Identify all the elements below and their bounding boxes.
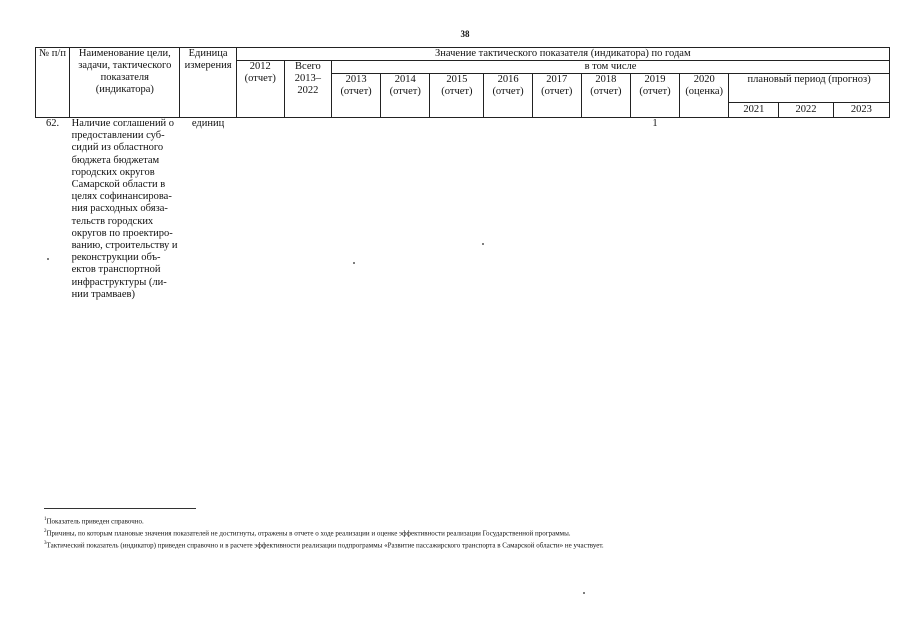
header-year-2014: 2014 (отчет) (381, 74, 430, 118)
header-year-2017: 2017 (отчет) (532, 74, 581, 118)
footnote-mark: 2 (44, 528, 47, 534)
row-value-2013 (331, 118, 380, 309)
footnote-2 (44, 527, 864, 539)
row-unit: единиц (191, 118, 225, 129)
footnote-mark: 1 (44, 517, 47, 522)
header-values-group: Значение тактического показателя (индикатора) по годам (236, 48, 889, 61)
header-year-2023: 2023 (833, 103, 889, 118)
footnote-text: Тактический показатель (индикатор) приведен справочно и в расчете эффективности реализации подпрограммы «Развитие пассажирского транспорта в Самарской области» не участвует. (46, 540, 604, 549)
header-including: в том числе (331, 61, 889, 74)
row-num: 62. (45, 118, 60, 129)
footnote-separator (44, 508, 196, 509)
header-year-2013: 2013 (отчет) (331, 74, 380, 118)
footnote-3 (44, 539, 864, 551)
row-value-total (284, 118, 331, 309)
header-total: Всего 2013–2022 (284, 61, 331, 118)
page-number: 38 (460, 29, 470, 39)
scan-speck (353, 262, 355, 264)
header-year-2018: 2018 (отчет) (581, 74, 630, 118)
footnote-text: Показатель приведен справочно. (46, 517, 144, 526)
scan-speck (583, 592, 585, 594)
row-value-2017 (532, 118, 581, 309)
header-year-2015: 2015 (отчет) (430, 74, 484, 118)
row-value-2015 (430, 118, 484, 309)
header-year-2012: 2012 (отчет) (236, 61, 284, 118)
header-year-2016: 2016 (отчет) (484, 74, 532, 118)
row-value-2016 (484, 118, 532, 309)
header-year-2021: 2021 (729, 103, 779, 118)
footnote-text: Причины, по которым плановые значения показателей не достигнуты, отражены в отчете о ходе реализации и оценке эффективности реализации Государственной программы. (46, 529, 571, 538)
row-value-2021 (729, 118, 779, 309)
row-value-2022 (779, 118, 833, 309)
header-unit: Единица измерения (180, 48, 236, 118)
header-year-2022: 2022 (779, 103, 833, 118)
row-value-2014 (381, 118, 430, 309)
header-year-2019: 2019 (отчет) (630, 74, 679, 118)
row-value-2019: 1 (652, 118, 658, 129)
header-planned-period: плановый период (прогноз) (729, 74, 890, 103)
row-value-2020 (680, 118, 729, 309)
row-value-2012 (236, 118, 284, 309)
footnote-1 (44, 515, 864, 527)
row-value-2018 (581, 118, 630, 309)
header-name: Наименование цели, задачи, тактического показателя (индикатора) (70, 48, 180, 118)
row-name: Наличие соглашений о предоставлении суб-сидий из областного бюджета бюджетам городских округов Самарской области в целях софинансирова-ния расходных обяза-тельств городских округов по проектиро-ванию, строительству и реконструкции объ-ектов транспортной инфраструктуры (ли-нии трамваев) (71, 118, 178, 300)
scan-speck (47, 258, 49, 260)
header-num: № п/п (36, 48, 70, 118)
footnote-mark: 3 (44, 540, 47, 546)
table-row (36, 118, 890, 309)
scan-speck (482, 243, 484, 245)
footnotes (44, 515, 864, 550)
row-value-2023 (833, 118, 889, 309)
header-year-2020: 2020 (оценка) (680, 74, 729, 118)
indicator-table (35, 47, 890, 308)
